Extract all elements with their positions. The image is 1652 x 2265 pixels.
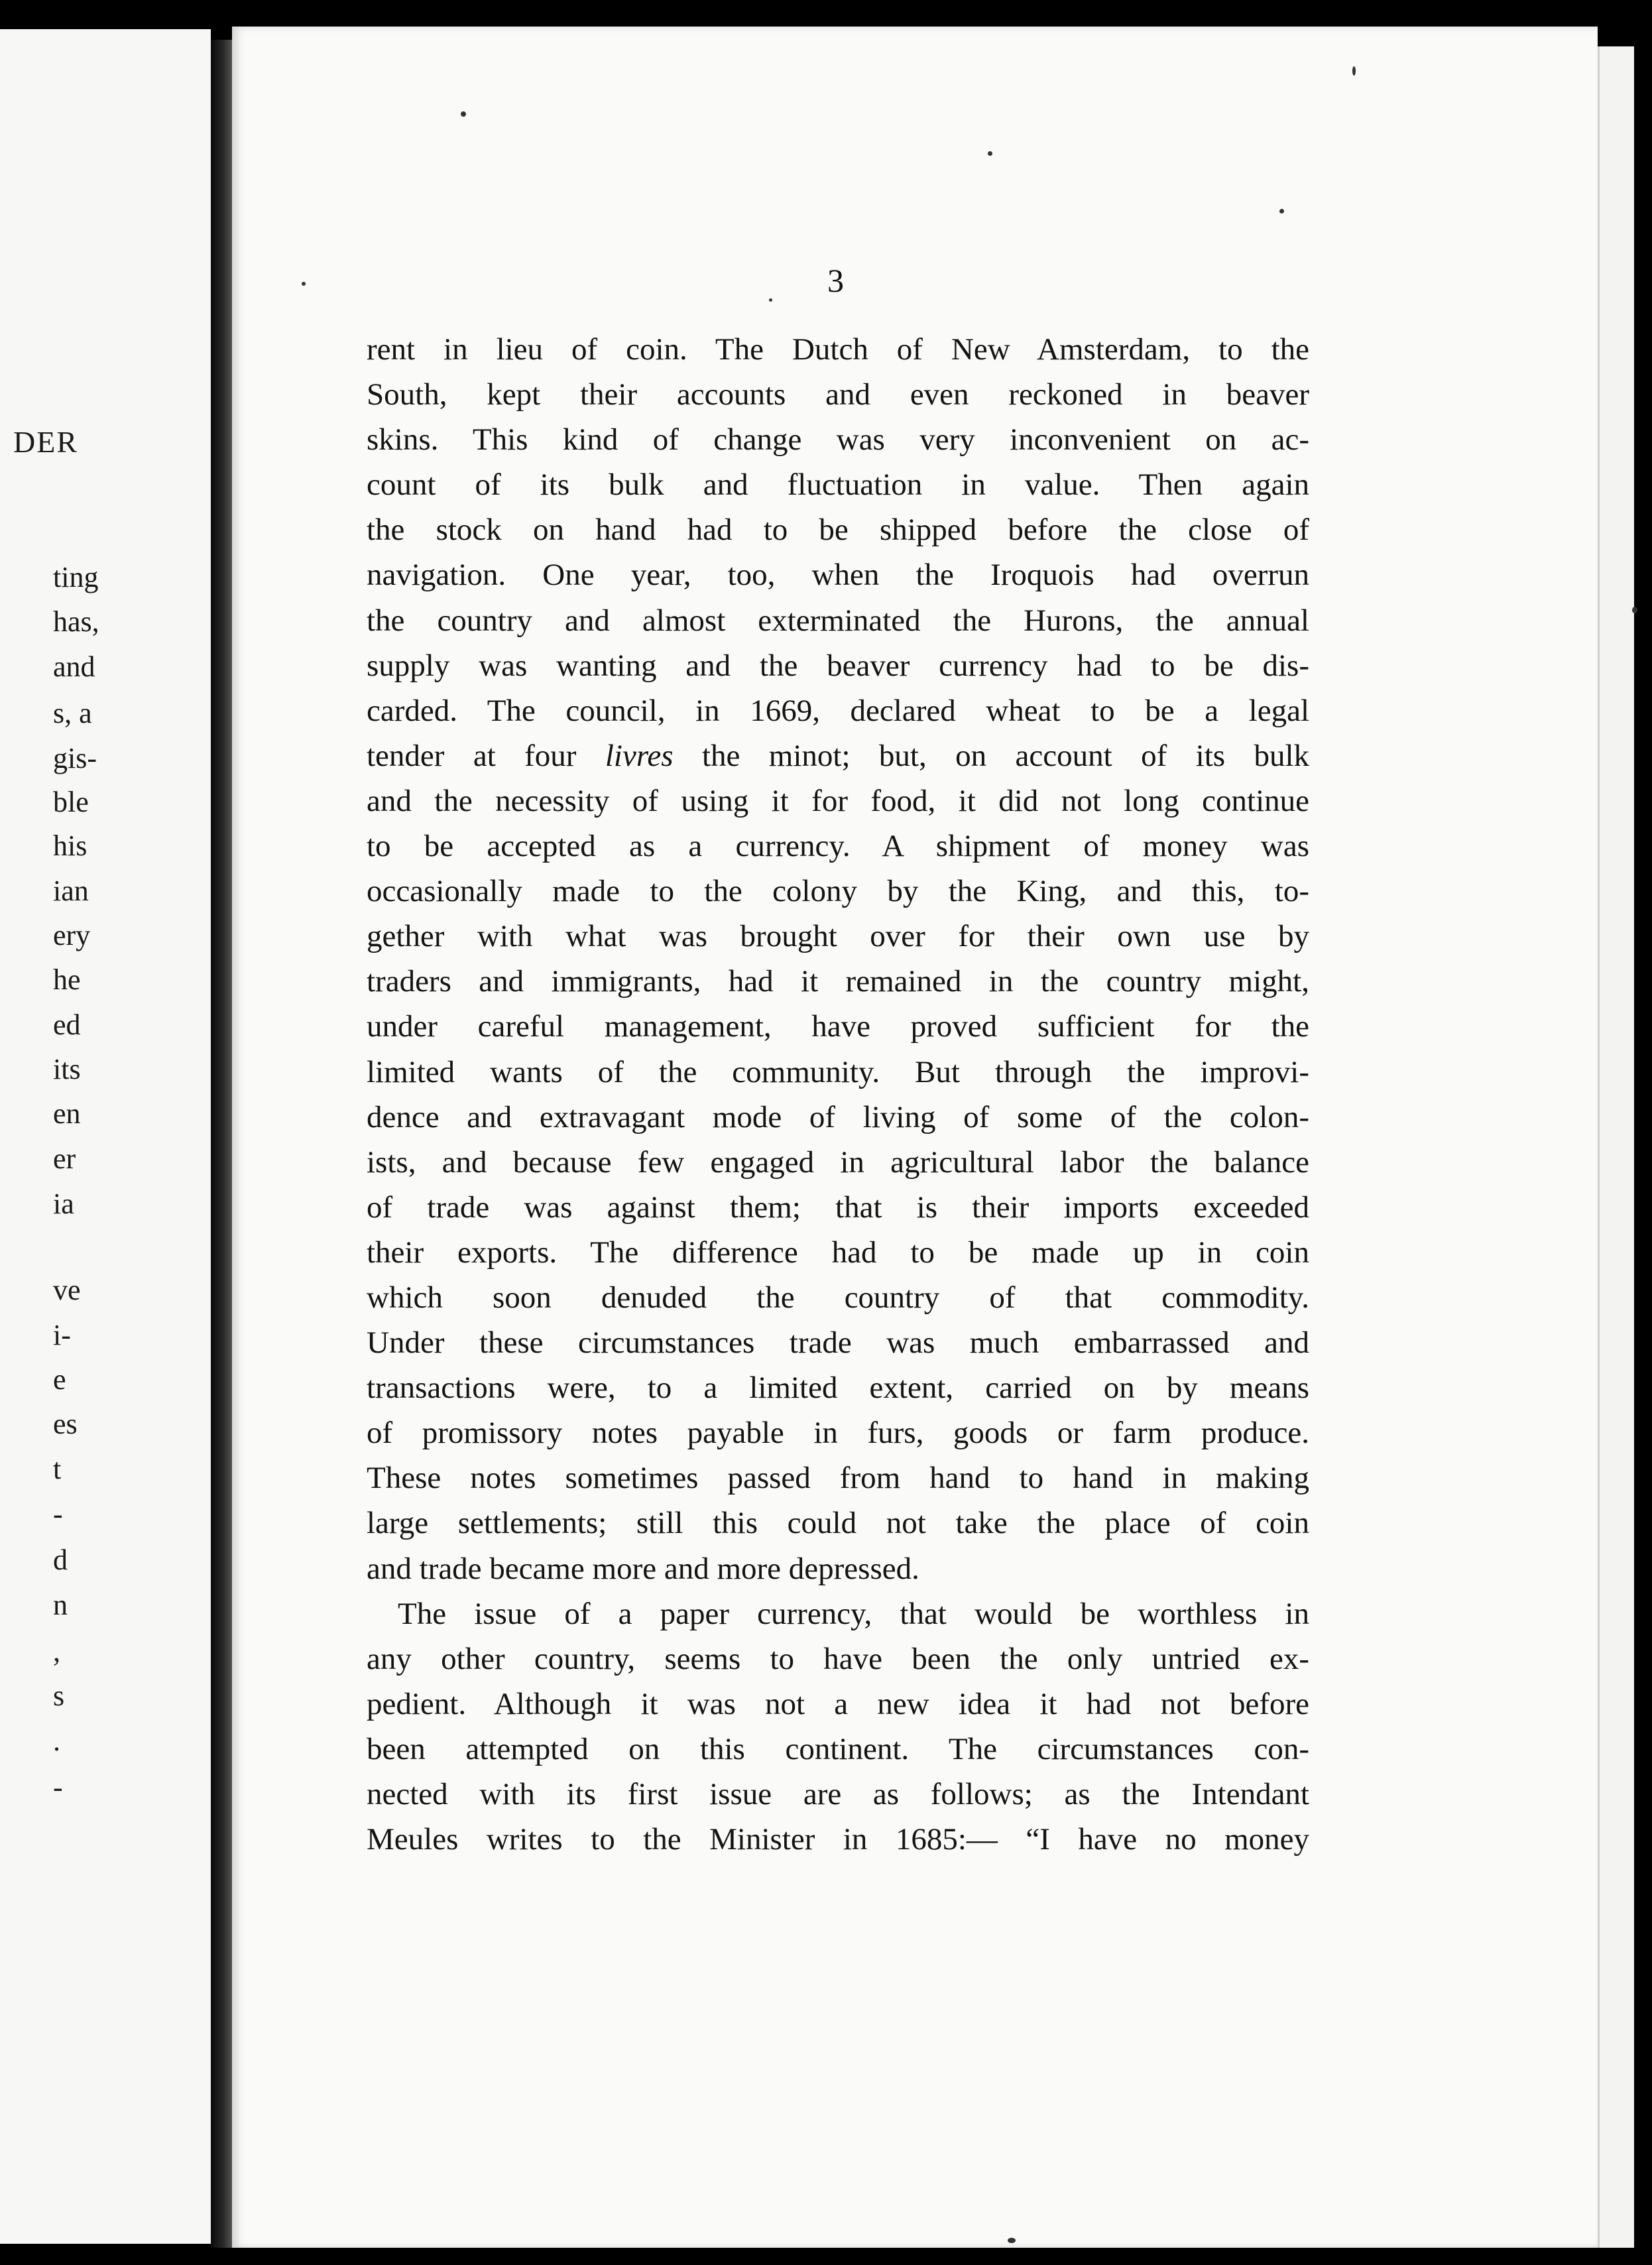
facing-page-text-fragment: . bbox=[53, 1725, 60, 1757]
scan-speck bbox=[988, 151, 992, 156]
text-line: carded. The council, in 1669, declared wheat to be a legal bbox=[367, 693, 1309, 728]
text-line: and the necessity of using it for food, it did not long continue bbox=[367, 783, 1309, 818]
facing-page-text-fragment: his bbox=[53, 829, 88, 862]
text-line: gether with what was brought over for their own use by bbox=[367, 919, 1309, 954]
facing-page-text-fragment: s bbox=[53, 1680, 65, 1712]
page-edge bbox=[1598, 46, 1634, 2248]
text-line: Meules writes to the Minister in 1685:— “I have no money bbox=[367, 1822, 1309, 1857]
facing-page-text-fragment: ble bbox=[53, 786, 89, 818]
facing-page-text-fragment: ve bbox=[53, 1274, 81, 1306]
facing-page-text-fragment: t bbox=[53, 1453, 62, 1485]
facing-page-text-fragment: and bbox=[53, 650, 95, 683]
text-line: transactions were, to a limited extent, carried on by means bbox=[367, 1371, 1309, 1406]
facing-page-text-fragment: en bbox=[53, 1097, 81, 1130]
text-line: dence and extravagant mode of living of some of the colon- bbox=[367, 1099, 1309, 1134]
facing-page-text-fragment: es bbox=[53, 1408, 78, 1440]
text-line: navigation. One year, too, when the Iroquois had overrun bbox=[367, 558, 1309, 593]
facing-page-text-fragment: er bbox=[53, 1142, 76, 1175]
scan-speck bbox=[302, 282, 306, 286]
text-line: supply was wanting and the beaver currency had to be dis- bbox=[367, 648, 1309, 683]
paragraph-start-line: The issue of a paper currency, that would be worthless in bbox=[398, 1596, 1309, 1631]
facing-page-text-fragment: n bbox=[53, 1589, 68, 1621]
text-line: count of its bulk and fluctuation in value. Then again bbox=[367, 467, 1309, 503]
scan-speck bbox=[769, 298, 772, 302]
facing-page-text-fragment: ian bbox=[53, 875, 89, 907]
facing-page-text-fragment: has, bbox=[53, 605, 99, 638]
text-line: skins. This kind of change was very inconvenient on ac- bbox=[367, 422, 1309, 458]
facing-page-text-fragment: ed bbox=[53, 1009, 81, 1041]
text-line: pedient. Although it was not a new idea it had not before bbox=[367, 1686, 1309, 1721]
text-line: rent in lieu of coin. The Dutch of New Amsterdam, to the bbox=[367, 332, 1309, 367]
facing-page-text-fragment: ia bbox=[53, 1188, 74, 1220]
facing-page-heading-fragment: DER bbox=[13, 425, 78, 459]
text-line-with-italic: tender at four livres the minot; but, on account of its bulk bbox=[367, 738, 1310, 773]
text-line: been attempted on this continent. The circumstances con- bbox=[367, 1731, 1309, 1766]
page-number: 3 bbox=[827, 262, 844, 299]
text-line: their exports. The difference had to be made up in coin bbox=[367, 1235, 1309, 1270]
text-line: ists, and because few engaged in agricultural labor the balance bbox=[367, 1144, 1309, 1180]
facing-page-text-fragment: - bbox=[53, 1498, 63, 1530]
text-line: and trade became more and more depressed. bbox=[367, 1551, 919, 1586]
text-line: occasionally made to the colony by the King, and this, to- bbox=[367, 874, 1309, 909]
facing-page-text-fragment: ting bbox=[53, 561, 99, 593]
text-line: Under these circumstances trade was much embarrassed and bbox=[367, 1325, 1309, 1361]
body-text bbox=[367, 327, 1309, 1862]
book-gutter bbox=[211, 40, 232, 2254]
facing-page-fragment bbox=[0, 29, 211, 2244]
text-line: traders and immigrants, had it remained in the country might, bbox=[367, 964, 1309, 999]
scan-speck bbox=[1632, 607, 1637, 613]
facing-page-text-fragment: i- bbox=[53, 1319, 71, 1351]
text-line: of promissory notes payable in furs, goods or farm produce. bbox=[367, 1416, 1309, 1451]
text-line: These notes sometimes passed from hand to hand in making bbox=[367, 1461, 1309, 1496]
text-line: any other country, seems to have been the only untried ex- bbox=[367, 1641, 1309, 1676]
text-line: of trade was against them; that is their imports exceeded bbox=[367, 1190, 1309, 1225]
facing-page-text-fragment: , bbox=[53, 1635, 60, 1668]
text-line: nected with its first issue are as follows; as the Intendant bbox=[367, 1777, 1309, 1811]
facing-page-text-fragment: gis- bbox=[53, 742, 97, 774]
text-line: limited wants of the community. But through the improvi- bbox=[367, 1054, 1309, 1089]
facing-page-text-fragment: d bbox=[53, 1544, 68, 1576]
text-line: South, kept their accounts and even reckoned in beaver bbox=[367, 377, 1309, 412]
facing-page-text-fragment: e bbox=[53, 1363, 66, 1396]
text-line: the stock on hand had to be shipped before the close of bbox=[367, 513, 1309, 548]
scan-speck bbox=[1279, 209, 1284, 214]
text-line: the country and almost exterminated the Hurons, the annual bbox=[367, 603, 1309, 638]
scan-border bbox=[0, 2248, 1652, 2265]
scan-speck bbox=[1352, 66, 1356, 76]
italic-word-livres: livres bbox=[605, 738, 674, 773]
scan-speck bbox=[461, 111, 466, 117]
text-line: which soon denuded the country of that commodity. bbox=[367, 1280, 1309, 1315]
scan-speck bbox=[1008, 2238, 1016, 2243]
facing-page-text-fragment: s, a bbox=[53, 697, 92, 729]
text-line: large settlements; still this could not take the place of coin bbox=[367, 1506, 1309, 1541]
text-line: under careful management, have proved sufficient for the bbox=[367, 1009, 1309, 1044]
text-line: to be accepted as a currency. A shipment of money was bbox=[367, 829, 1309, 864]
facing-page-text-fragment: he bbox=[53, 963, 81, 996]
facing-page-text-fragment: - bbox=[53, 1771, 63, 1804]
facing-page-text-fragment: its bbox=[53, 1053, 81, 1085]
facing-page-text-fragment: ery bbox=[53, 919, 91, 951]
